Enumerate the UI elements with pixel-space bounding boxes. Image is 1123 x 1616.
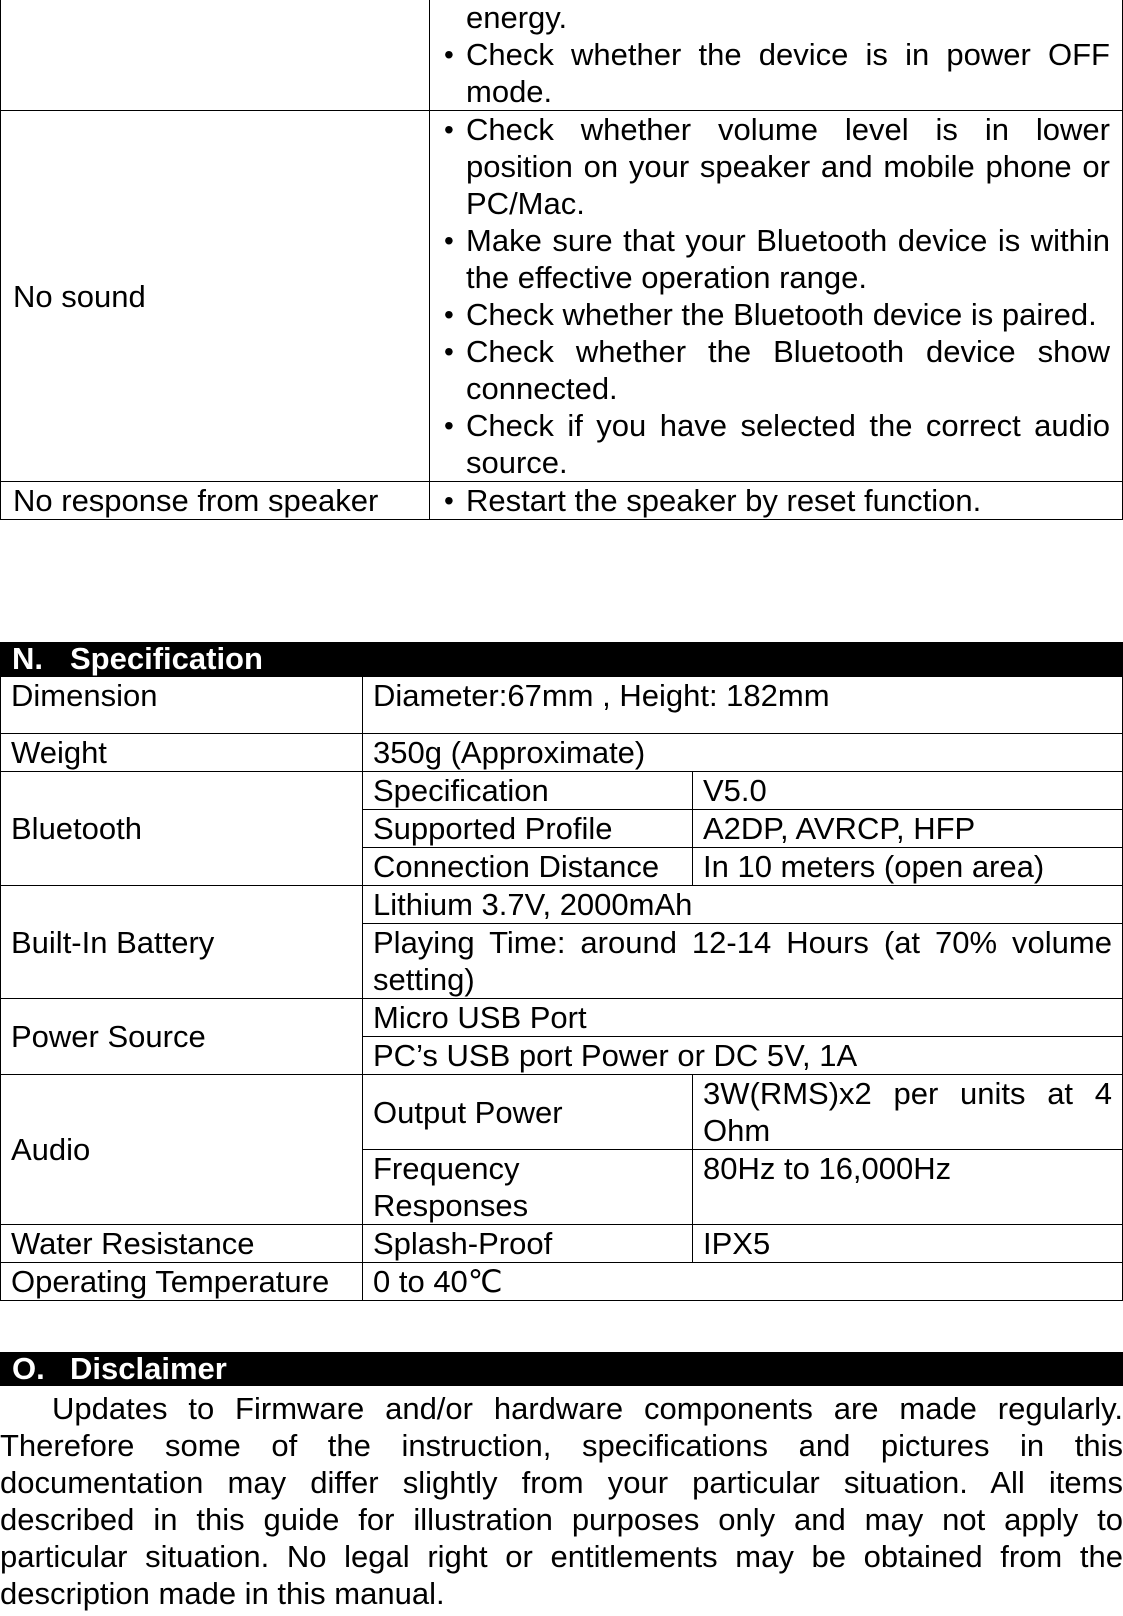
spec-label: Audio xyxy=(1,1075,363,1225)
list-item: • Make sure that your Bluetooth device is within the effective operation range. xyxy=(442,222,1110,296)
list-item: • Check whether the Bluetooth device is paired. xyxy=(442,296,1110,333)
table-row xyxy=(1,0,1123,111)
spec-value: Lithium 3.7V, 2000mAh xyxy=(363,886,1123,924)
solution-cell xyxy=(430,111,1123,482)
section-number: N. xyxy=(12,641,43,676)
table-row xyxy=(1,772,1123,810)
spec-value: 80Hz to 16,000Hz xyxy=(693,1150,1123,1225)
problem-cell xyxy=(1,0,430,111)
spec-sublabel: Supported Profile xyxy=(363,810,693,848)
list-item: energy. xyxy=(466,0,568,35)
section-title: Disclaimer xyxy=(70,1351,227,1386)
section-header-disclaimer xyxy=(0,1352,1123,1386)
solution-list xyxy=(442,111,1110,481)
table-row xyxy=(1,482,1123,520)
table-row xyxy=(1,999,1123,1037)
spec-value: In 10 meters (open area) xyxy=(693,848,1123,886)
spec-label: Operating Temperature xyxy=(1,1263,363,1301)
spec-value: PC’s USB port Power or DC 5V, 1A xyxy=(363,1037,1123,1075)
table-row xyxy=(1,1075,1123,1150)
solution-list xyxy=(442,0,1110,110)
spec-sublabel: Specification xyxy=(363,772,693,810)
spec-sublabel: Frequency Responses xyxy=(363,1150,693,1225)
table-row xyxy=(1,1225,1123,1263)
table-row xyxy=(1,1263,1123,1301)
spec-label: Water Resistance xyxy=(1,1225,363,1263)
list-item: • Restart the speaker by reset function. xyxy=(442,482,1110,519)
list-item: • Check whether volume level is in lower position on your speaker and mobile phone or PC/Mac. xyxy=(442,111,1110,222)
section-number: O. xyxy=(12,1351,45,1386)
spec-label: Weight xyxy=(1,734,363,772)
spec-label: Bluetooth xyxy=(1,772,363,886)
spec-sublabel: Output Power xyxy=(363,1075,693,1150)
troubleshooting-table xyxy=(0,0,1123,520)
solution-list xyxy=(442,482,1110,519)
spec-label: Power Source xyxy=(1,999,363,1075)
list-item: • Check whether the Bluetooth device show connected. xyxy=(442,333,1110,407)
table-row xyxy=(1,734,1123,772)
spec-value: A2DP, AVRCP, HFP xyxy=(693,810,1123,848)
table-row xyxy=(1,677,1123,734)
solution-cell xyxy=(430,482,1123,520)
spec-value: 0 to 40℃ xyxy=(363,1263,1123,1301)
spec-value: V5.0 xyxy=(693,772,1123,810)
table-row xyxy=(1,111,1123,482)
spec-value: Playing Time: around 12-14 Hours (at 70% volume setting) xyxy=(363,924,1123,999)
spec-sublabel: Splash-Proof xyxy=(363,1225,693,1263)
spec-value: 350g (Approximate) xyxy=(363,734,1123,772)
section-title: Specification xyxy=(70,641,263,676)
problem-cell: No sound xyxy=(1,111,430,482)
spec-label: Built-In Battery xyxy=(1,886,363,999)
spec-value: Diameter:67mm , Height: 182mm xyxy=(363,677,1123,734)
table-row xyxy=(1,886,1123,924)
specification-table xyxy=(0,676,1123,1301)
problem-cell: No response from speaker xyxy=(1,482,430,520)
solution-cell xyxy=(430,0,1123,111)
list-item: • Check if you have selected the correct audio source. xyxy=(442,407,1110,481)
spec-value: IPX5 xyxy=(693,1225,1123,1263)
spec-value: 3W(RMS)x2 per units at 4 Ohm xyxy=(693,1075,1123,1150)
spec-sublabel: Connection Distance xyxy=(363,848,693,886)
list-item: • Check whether the device is in power OFF mode. xyxy=(442,36,1110,110)
spec-value: Micro USB Port xyxy=(363,999,1123,1037)
section-header-specification xyxy=(0,642,1123,676)
disclaimer-text: Updates to Firmware and/or hardware components are made regularly. Therefore some of the instruction, specifications and pictures in this documentation may differ slightly from your particular situation. All items described in this guide for illustration purposes only and may not apply to particular situation. No legal right or entitlements may be obtained from the description made in this manual. xyxy=(0,1391,1123,1611)
spec-label: Dimension xyxy=(1,677,363,734)
